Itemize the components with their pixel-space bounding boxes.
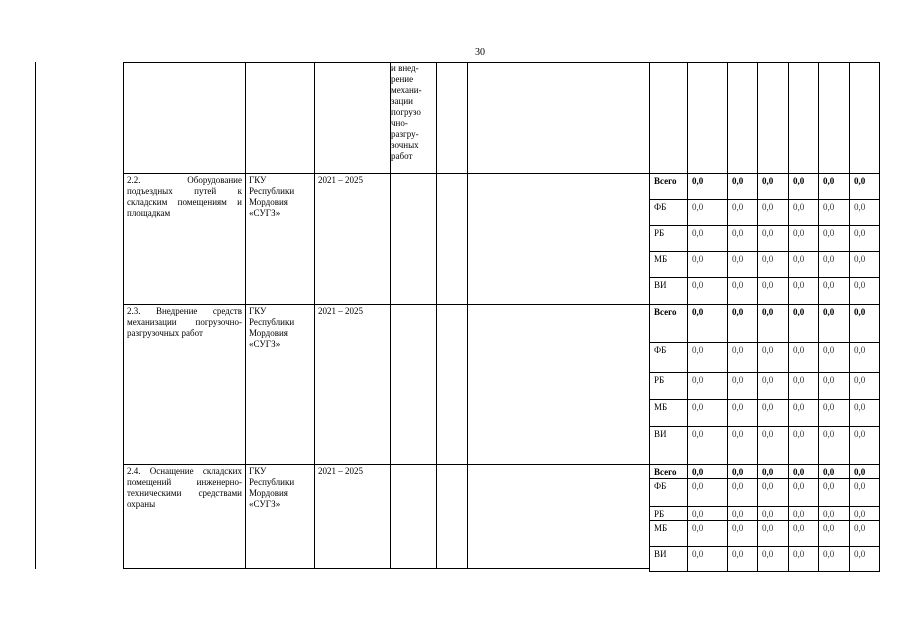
continuation-line: работ — [391, 151, 413, 161]
funding-row — [650, 400, 880, 427]
funding-value: 0,0 — [758, 465, 789, 479]
funding-value: 0,0 — [819, 507, 850, 521]
funding-value: 0,0 — [728, 174, 758, 200]
funding-row — [650, 479, 880, 507]
funding-value: 0,0 — [688, 252, 728, 278]
measure-executor: ГКУ Республики Мордовия «СУГЗ» — [246, 174, 315, 305]
funding-value: 0,0 — [789, 427, 819, 465]
continuation-line: погрузо — [391, 107, 421, 117]
funding-source-label: РБ — [650, 226, 688, 252]
funding-value: 0,0 — [819, 200, 850, 226]
funding-source-label: МБ — [650, 521, 688, 547]
funding-value: 0,0 — [688, 200, 728, 226]
funding-value: 0,0 — [728, 547, 758, 572]
continuation-line: чно- — [391, 118, 408, 128]
continuation-line: зочных — [391, 140, 419, 150]
funding-value: 0,0 — [728, 400, 758, 427]
funding-value: 0,0 — [850, 373, 880, 400]
funding-value: 0,0 — [819, 343, 850, 373]
funding-value: 0,0 — [850, 465, 880, 479]
measure-executor: ГКУ Республики Мордовия «СУГЗ» — [246, 465, 315, 569]
funding-value: 0,0 — [728, 343, 758, 373]
funding-value: 0,0 — [850, 226, 880, 252]
funding-source-label: ВИ — [650, 547, 688, 572]
funding-value: 0,0 — [819, 427, 850, 465]
funding-value: 0,0 — [758, 305, 789, 343]
funding-value: 0,0 — [789, 343, 819, 373]
funding-value: 0,0 — [688, 427, 728, 465]
funding-source-label: МБ — [650, 400, 688, 427]
funding-value: 0,0 — [850, 305, 880, 343]
funding-value: 0,0 — [789, 507, 819, 521]
funding-value: 0,0 — [688, 278, 728, 305]
funding-value: 0,0 — [789, 200, 819, 226]
funding-value: 0,0 — [728, 278, 758, 305]
funding-value: 0,0 — [850, 400, 880, 427]
measure-name: 2.4. Оснащение складских помещений инженерно-техническими средствами охраны — [124, 465, 246, 569]
measure-row — [124, 305, 650, 465]
measure-row — [124, 174, 650, 305]
measure-period: 2021 – 2025 — [315, 174, 391, 305]
measure-period: 2021 – 2025 — [315, 465, 391, 569]
funding-value: 0,0 — [789, 400, 819, 427]
funding-value: 0,0 — [819, 174, 850, 200]
funding-value: 0,0 — [688, 174, 728, 200]
funding-value: 0,0 — [819, 465, 850, 479]
measure-row — [124, 465, 650, 569]
funding-value: 0,0 — [819, 252, 850, 278]
funding-value: 0,0 — [850, 278, 880, 305]
funding-row — [650, 427, 880, 465]
funding-row — [650, 343, 880, 373]
funding-value: 0,0 — [758, 252, 789, 278]
funding-value: 0,0 — [850, 174, 880, 200]
funding-value: 0,0 — [850, 507, 880, 521]
continued-measure-text — [391, 63, 437, 174]
funding-value: 0,0 — [789, 547, 819, 572]
continuation-line: механи- — [391, 85, 422, 95]
funding-value: 0,0 — [728, 373, 758, 400]
funding-value: 0,0 — [688, 507, 728, 521]
measure-executor: ГКУ Республики Мордовия «СУГЗ» — [246, 305, 315, 465]
funding-value: 0,0 — [789, 226, 819, 252]
funding-value: 0,0 — [728, 427, 758, 465]
funding-source-label: ВИ — [650, 427, 688, 465]
funding-value: 0,0 — [758, 427, 789, 465]
funding-row — [650, 373, 880, 400]
funding-value: 0,0 — [758, 200, 789, 226]
funding-row — [650, 200, 880, 226]
funding-value: 0,0 — [850, 343, 880, 373]
funding-value: 0,0 — [758, 226, 789, 252]
funding-value: 0,0 — [789, 521, 819, 547]
funding-source-label: РБ — [650, 507, 688, 521]
funding-value: 0,0 — [758, 521, 789, 547]
funding-source-label: ФБ — [650, 479, 688, 507]
measure-name: 2.2. Оборудование подъездных путей к складским помещениям и площадкам — [124, 174, 246, 305]
funding-value: 0,0 — [850, 252, 880, 278]
funding-source-label: Всего — [650, 305, 688, 343]
funding-source-label: ФБ — [650, 343, 688, 373]
measure-period: 2021 – 2025 — [315, 305, 391, 465]
funding-value: 0,0 — [688, 226, 728, 252]
funding-value: 0,0 — [728, 507, 758, 521]
funding-value: 0,0 — [819, 373, 850, 400]
funding-row — [650, 252, 880, 278]
funding-value: 0,0 — [688, 373, 728, 400]
funding-value: 0,0 — [819, 400, 850, 427]
funding-value: 0,0 — [819, 226, 850, 252]
funding-value: 0,0 — [728, 252, 758, 278]
funding-value: 0,0 — [688, 479, 728, 507]
funding-value: 0,0 — [789, 305, 819, 343]
funding-row — [650, 226, 880, 252]
funding-value: 0,0 — [819, 521, 850, 547]
funding-value: 0,0 — [758, 400, 789, 427]
funding-value: 0,0 — [688, 521, 728, 547]
measures-table — [123, 62, 650, 569]
funding-value: 0,0 — [819, 479, 850, 507]
funding-value: 0,0 — [789, 465, 819, 479]
funding-value: 0,0 — [850, 427, 880, 465]
funding-value: 0,0 — [688, 305, 728, 343]
funding-value: 0,0 — [758, 343, 789, 373]
funding-value: 0,0 — [758, 507, 789, 521]
funding-row — [650, 465, 880, 479]
funding-value: 0,0 — [819, 305, 850, 343]
funding-value: 0,0 — [850, 479, 880, 507]
funding-value: 0,0 — [728, 465, 758, 479]
funding-value: 0,0 — [728, 200, 758, 226]
continuation-line: рение — [391, 74, 414, 84]
measure-name: 2.3. Внедрение средств механизации погрузочно-разгрузочных работ — [124, 305, 246, 465]
funding-value: 0,0 — [789, 278, 819, 305]
funding-continuation-row — [650, 63, 880, 174]
funding-value: 0,0 — [789, 252, 819, 278]
funding-value: 0,0 — [688, 400, 728, 427]
funding-value: 0,0 — [688, 465, 728, 479]
funding-row — [650, 547, 880, 572]
funding-value: 0,0 — [728, 521, 758, 547]
funding-row — [650, 507, 880, 521]
funding-source-label: Всего — [650, 465, 688, 479]
funding-source-label: РБ — [650, 373, 688, 400]
funding-value: 0,0 — [758, 479, 789, 507]
funding-source-label: Всего — [650, 174, 688, 200]
funding-value: 0,0 — [758, 174, 789, 200]
funding-source-label: МБ — [650, 252, 688, 278]
continuation-line: разгру- — [391, 129, 419, 139]
funding-value: 0,0 — [728, 305, 758, 343]
funding-source-label: ВИ — [650, 278, 688, 305]
funding-value: 0,0 — [850, 547, 880, 572]
funding-row — [650, 174, 880, 200]
funding-value: 0,0 — [789, 373, 819, 400]
funding-value: 0,0 — [819, 547, 850, 572]
funding-value: 0,0 — [789, 174, 819, 200]
funding-value: 0,0 — [819, 278, 850, 305]
funding-row — [650, 305, 880, 343]
funding-value: 0,0 — [789, 479, 819, 507]
page-margin-line — [35, 62, 36, 569]
funding-value: 0,0 — [728, 226, 758, 252]
funding-value: 0,0 — [850, 200, 880, 226]
continuation-row — [124, 63, 650, 174]
funding-source-label: ФБ — [650, 200, 688, 226]
funding-value: 0,0 — [758, 278, 789, 305]
funding-value: 0,0 — [688, 343, 728, 373]
funding-value: 0,0 — [758, 373, 789, 400]
continuation-line: и внед- — [391, 63, 419, 73]
funding-value: 0,0 — [850, 521, 880, 547]
funding-row — [650, 521, 880, 547]
funding-value: 0,0 — [728, 479, 758, 507]
funding-value: 0,0 — [758, 547, 789, 572]
page-number: 30 — [475, 47, 485, 58]
funding-table — [649, 62, 880, 572]
funding-value: 0,0 — [688, 547, 728, 572]
continuation-line: зации — [391, 96, 413, 106]
funding-row — [650, 278, 880, 305]
